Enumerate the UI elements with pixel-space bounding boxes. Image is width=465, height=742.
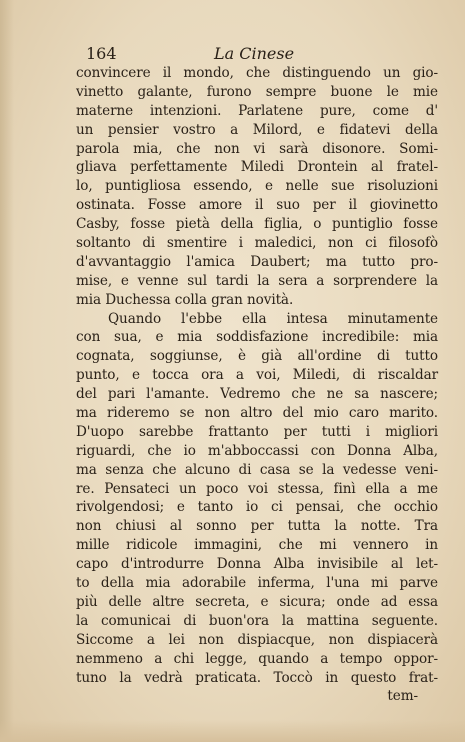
- text-line: lo, puntigliosa essendo, e nelle sue risoluzioni: [76, 178, 438, 195]
- text-line: mia Duchessa colla gran novità.: [76, 291, 294, 308]
- text-line: D'uopo sarebbe frattanto per tutti i migliori: [76, 423, 438, 440]
- text-line: ma senza che alcuno di casa se la vedesse veni-: [76, 461, 438, 478]
- text-line: Casby, fosse pietà della figlia, o puntiglio fosse: [76, 216, 438, 233]
- page-number: 164: [86, 44, 117, 63]
- text-line: non chiusi al sonno per tutta la notte. Tra: [76, 518, 438, 535]
- text-line: re. Pensateci un poco voi stessa, finì ella a me: [76, 480, 438, 497]
- text-line: rivolgendosi; e tanto io ci pensai, che occhio: [76, 499, 438, 516]
- text-line: punto, e tocca ora a voi, Miledi, di riscaldar: [76, 367, 438, 384]
- text-line: Quando l'ebbe ella intesa minutamente: [108, 310, 438, 327]
- text-line: d'avvantaggio l'amica Daubert; ma tutto pro-: [76, 253, 438, 270]
- text-line: parola mia, che non vi sarà disonore. Somi-: [76, 140, 438, 157]
- text-line: con sua, e mia soddisfazione incredibile: mia: [76, 329, 438, 346]
- text-line: materne intenzioni. Parlatene pure, come d': [76, 102, 438, 119]
- text-line: vinetto galante, furono sempre buone le mie: [76, 83, 438, 100]
- text-line: ma rideremo se non altro del mio caro marito.: [76, 405, 438, 422]
- text-line: capo d'introdurre Donna Alba invisibile al let-: [76, 556, 438, 573]
- text-line: convincere il mondo, che distinguendo un gio-: [76, 65, 438, 81]
- page-bottom-shadow: [0, 720, 465, 742]
- page-edge-shadow: [0, 0, 14, 742]
- catchword: tem-: [387, 688, 418, 705]
- running-title: La Cinese: [214, 44, 295, 63]
- text-line: ostinata. Fosse amore il suo per il giovinetto: [76, 197, 438, 214]
- text-line: cognata, soggiunse, è già all'ordine di tutto: [76, 348, 438, 365]
- text-line: più delle altre secreta, e sicura; onde ad essa: [76, 593, 438, 610]
- text-line: un pensier vostro a Milord, e fidatevi della: [76, 121, 438, 138]
- body-text: [76, 64, 438, 706]
- text-line: mise, e venne sul tardi la sera a sorprendere la: [76, 272, 438, 289]
- text-line: nemmeno a chi legge, quando a tempo oppor-: [76, 650, 438, 667]
- text-line: Siccome a lei non dispiacque, non dispiacerà: [76, 631, 438, 648]
- text-line: gliava perfettamente Miledi Drontein al fratel-: [76, 159, 438, 176]
- text-line: del pari l'amante. Vedremo che ne sa nascere;: [76, 386, 438, 403]
- text-line: to della mia adorabile inferma, l'una mi parve: [76, 575, 438, 592]
- text-line: mille ridicole immagini, che mi vennero in: [76, 537, 438, 554]
- text-line: la comunicai di buon'ora la mattina seguente.: [76, 612, 438, 629]
- text-line: soltanto di smentire i maledici, non ci filosofò: [76, 235, 438, 252]
- text-line: riguardi, che io m'abboccassi con Donna Alba,: [76, 442, 438, 459]
- text-line: tuno la vedrà praticata. Toccò in questo frat-: [76, 669, 438, 686]
